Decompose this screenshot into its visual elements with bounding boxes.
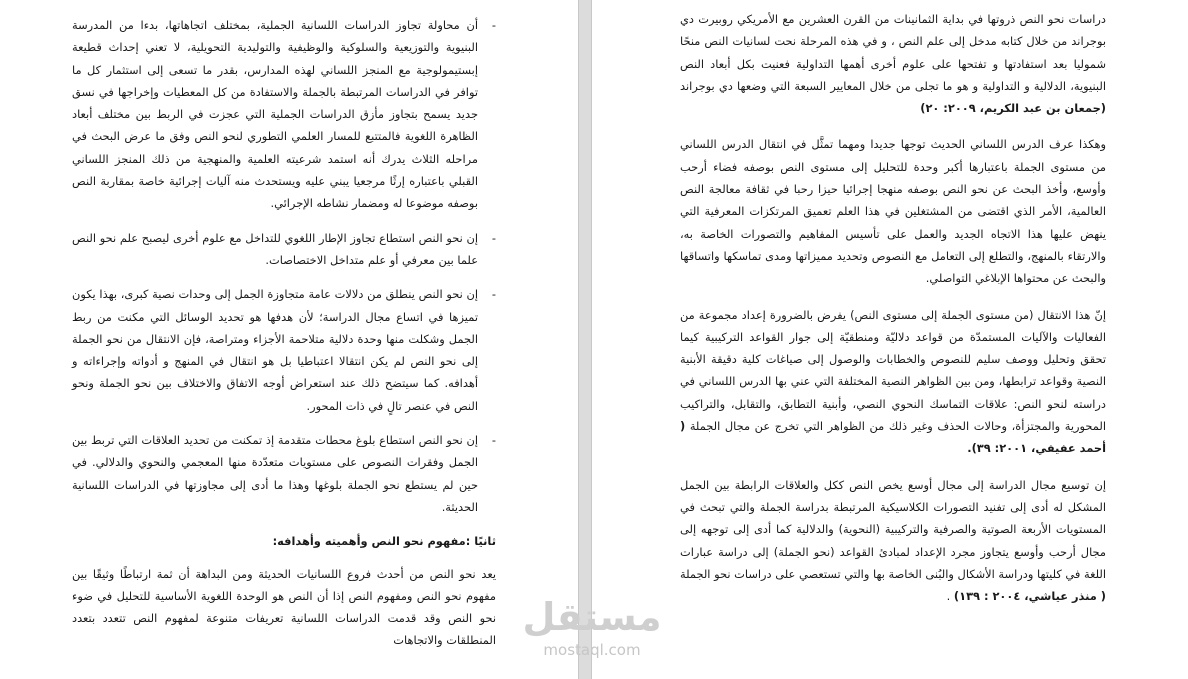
bullet-list [72,14,496,518]
right-page-text [680,8,1106,607]
watermark-arabic: مستقل [522,595,662,639]
citation: ( منذر عياشي، ٢٠٠٤ : ١٣٩) [953,589,1106,604]
body-paragraph [680,8,1106,119]
body-paragraph [680,304,1106,460]
bullet-item: - إن نحو النص استطاع تجاوز الإطار اللغوي للتداخل مع علوم أخرى ليصبح علم نحو النص علما بين معرفي أو علم متداخل الاختصاصات. [72,227,478,272]
paragraph-text: إن توسيع مجال الدراسة إلى مجال أوسع يخص النص ككل والعلاقات الرابطة بين الجمل المشكل له أدى إلى تفنيد التصورات الكلاسيكية المرتبطة بدراسة الجملة والتي تبحث في المستويات الأربعة الصوتية والصرفية والتركيبية (النحوية) والدلالية كما أدى إلى توجهه إلى مجال أرحب وأوسع يتجاوز مجرد الإعداد لمبادئ القواعد (نحو الجملة) إلى دراسة عبارات اللغة في كليتها ودراسة الأشكال والبُنى الخاصة بها والتي تستعصي على دراسات نحو الجملة [680,477,1106,581]
paragraph-end: . [946,589,951,604]
paragraph-text: إنّ هذا الانتقال (من مستوى الجملة إلى مستوى النص) يفرض بالضرورة إعداد مجموعة من الفعاليات والآليات المستمدّة من قواعد دلاليّة ومنطقيّة إلى جوار القواعد التركيبية كيما تحقق وتحليل ووصف سليم للنصوص والخطابات والوصول إلى صياغات كلية دقيقة الأبنية النصية وقواعد ترابطها، ومن بين الظواهر النصية المختلفة التي عني بها الدرس اللساني في دراسته لنحو النص: علاقات التماسك النحوي النصي، وأبنية التطابق، والتقابل، والتراكيب المحورية والمجتزأة، وحالات الحذف وغير ذلك من الظواهر التي تخرج عن مجال الجملة [680,307,1106,434]
citation: (جمعان بن عبد الكريم، ٢٠٠٩: ٢٠) [920,101,1106,116]
right-page [592,0,1188,679]
body-paragraph: وهكذا عرف الدرس اللساني الحديث توجها جديدا ومهما تمثَّل في انتقال الدرس اللساني من مستوى الجملة باعتبارها أكبر وحدة للتحليل إلى مستوى النص بوصفه فضاء أرحب وأوسع، وأخذ البحث عن نحو النص بوصفه منهجا إجرائيا حيزا رحبا في ثقافة معالجة النص العالمية، الأمر الذي اقتضى من المشتغلين في هذا العلم تعميق المرتكزات المعرفية التي ينهض عليها هذا الاتجاه الجديد والعمل على تأسيس المفاهيم والتصورات الخاصة به، والارتقاء بالمنهج، والتطلع إلى التعامل مع النصوص وتحديد مميزاتها ومدى تماسكها واتساقها والبحث عن محتواها الإبلاغي التواصلي. [680,137,1106,286]
left-page [0,0,578,679]
left-page-text [72,14,496,652]
body-paragraph: يعد نحو النص من أحدث فروع اللسانيات الحديثة ومن البداهة أن ثمة ارتباطًا وثيقًا بين مفهوم نحو النص ومفهوم النص إذا أن النص هو الوحدة اللغوية الأساسية للتحليل في ضوء نحو النص وقد قدمت الدراسات اللسانية تعريفات متنوعة لمفهوم النص تتعدد بتعدد المنطلقات والاتجاهات [72,566,496,648]
paragraph-text: دراسات نحو النص ذروتها في بداية الثمانينات من القرن العشرين مع الأمريكي روبيرت دي بوجراند من خلال كتابه مدخل إلى علم النص ، و في هذه المرحلة نحت لسانيات النص منحًا شموليا بعد استفادتها و تفتحها على علوم أخرى أهمها التداولية فعنيت بكل أبعاد النص البنيوية، الدلالية و التداولية و هو ما تجلى من خلال المعايير السبعة التي وضعها دي بوجراند [680,12,1106,93]
watermark-latin: mostaql.com [543,641,641,659]
body-paragraph [680,474,1106,608]
citation: ( أحمد عفيفي، ٢٠٠١: ٣٩). [680,419,1106,456]
bullet-item: - أن محاولة تجاوز الدراسات اللسانية الجملية، بمختلف اتجاهاتها، بدءا من المدرسة البنيوية والتوزيعية والسلوكية والوظيفية والتوليدية التحويلية، لا تعني إحداث قطيعة إبستيمولوجية مع المنجز اللساني لهذه المدارس، بقدر ما تسعى إلى استثمار كل ما توافر في الدراسات المرتبطة بالجملة والاستفادة من كل المعطيات وإخراجها في نسق جديد يسمح بتجاوز مأزق الدراسات الجملية التي عجزت في الربط بين مختلف أبعاد الظاهرة اللغوية فالمتتبع للمسار العلمي التطوري لنحو النص وفق ما عرض البحث في مراحله الثلاث يدرك أنه استمد شرعيته العلمية والمنهجية من ذلك المنجز اللساني القبلي باعتباره إرثًا مرجعيا يبني عليه ويستحدث منه آليات إجرائية خاصة بمقاربة النص بوصفه موضوعا له ومضمار نشاطه الإجرائي. [72,14,478,215]
section-heading: ثانيًا :مفهوم نحو النص وأهميته وأهدافه: [272,534,496,549]
page-gutter [578,0,592,679]
bullet-item: - إن نحو النص استطاع بلوغ محطات متقدمة إذ تمكنت من تحديد العلاقات التي تربط بين الجمل وفقرات النصوص على مستويات متعدّدة منها المعجمي والنحوي والدلالي. في حين لم يستطع نحو الجملة بلوغها وهذا ما أدى إلى مجاوزتها في الدراسات اللسانية الحديثة. [72,429,478,518]
bullet-item: - إن نحو النص ينطلق من دلالات عامة متجاوزة الجمل إلى وحدات نصية كبرى، بهذا يكون تميزها في اتساع مجال الدراسة؛ لأن هدفها هو تحديد الوسائل التي مكنت من ربط الجمل وشكلت منها وحدة دلالية متلاحمة الأجزاء ومتراصة، فإن الانتقال من نحو الجملة إلى نحو النص لم يكن انتقالا اعتباطيا بل هو انتقال في المنهج و أدواته وإجراءاته و أهدافه. كما سيتضح ذلك عند استعراض أوجه الاتفاق والاختلاف بين نحو الجملة ونحو النص في عنصر تالٍ في ذات المحور. [72,283,478,417]
